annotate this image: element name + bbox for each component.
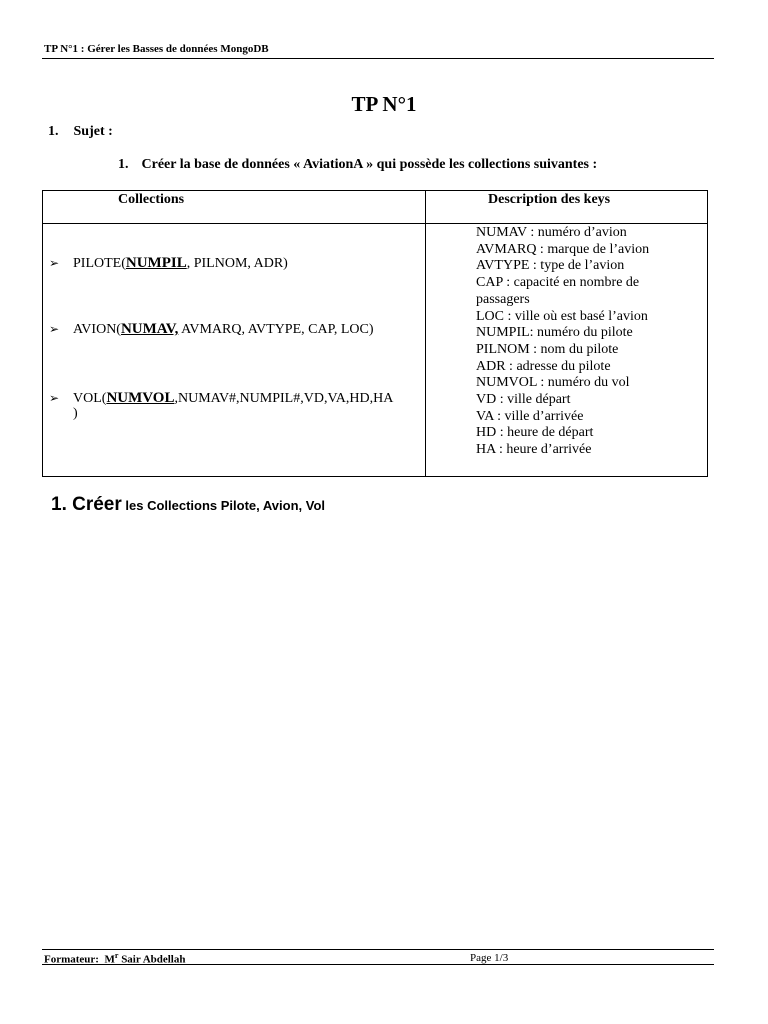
footer-author: Formateur: $M^r$ Sair Abdellah: [44, 951, 186, 966]
header-collections: Collections: [43, 191, 426, 224]
page-number: Page 1/3: [470, 952, 509, 964]
primary-key: NUMAV,: [120, 321, 179, 337]
collections-table: [42, 190, 708, 477]
key-description: NUMAV : numéro d’avion: [476, 225, 627, 240]
collection-vol: ➢ VOL(NUMVOL,NUMAV#,NUMPIL#,VD,VA,HD,HA: [49, 390, 394, 406]
page-title: TP N°1: [351, 92, 417, 116]
key-description: LOC : ville où est basé l’avion: [476, 308, 648, 324]
key-description: VA : ville d’arrivée: [476, 408, 584, 424]
arrow-bullet-icon: ➢: [49, 322, 60, 336]
collection-avion: ➢ AVION(NUMAV, AVMARQ, AVTYPE, CAP, LOC): [49, 321, 374, 337]
key-description: CAP : capacité en nombre de: [476, 275, 640, 291]
footer-rule-bottom: [42, 964, 714, 965]
task-create-database: [118, 157, 597, 173]
header-rule: [42, 58, 714, 59]
task-text: Créer la base de données « AviationA » qui possède les collections suivantes :: [141, 157, 598, 172]
key-description: ADR : adresse du pilote: [476, 358, 611, 374]
key-description: NUMVOL : numéro du vol: [476, 375, 630, 391]
footer-rule-top: [42, 949, 714, 950]
collection-pilote: ➢ PILOTE(NUMPIL, PILNOM, ADR): [49, 255, 288, 271]
task-number: 1.: [118, 157, 129, 172]
descriptions-cell: [426, 224, 708, 477]
key-description: VD : ville départ: [476, 392, 571, 408]
key-description: NUMPIL: numéro du pilote: [476, 325, 633, 341]
page-header: TP N°1 : Gérer les Basses de données MongoDB: [44, 43, 269, 55]
collection-vol-continuation: ): [73, 406, 78, 421]
key-description: AVTYPE : type de l’avion: [476, 258, 625, 274]
primary-key: NUMVOL: [106, 390, 175, 406]
primary-key: NUMPIL: [125, 255, 187, 271]
key-description: passagers: [476, 291, 530, 307]
header-description: Description des keys: [426, 191, 708, 224]
key-description: PILNOM : nom du pilote: [476, 341, 619, 357]
key-description: HD : heure de départ: [476, 425, 594, 441]
key-description: HA : heure d’arrivée: [476, 442, 592, 458]
key-description: AVMARQ : marque de l’avion: [476, 241, 650, 257]
arrow-bullet-icon: ➢: [49, 391, 60, 405]
section-label: Sujet :: [73, 124, 113, 139]
collections-cell: [43, 224, 426, 477]
arrow-bullet-icon: ➢: [49, 256, 60, 270]
section-number: 1.: [48, 124, 59, 139]
section-sujet: [48, 124, 113, 140]
key-description-list: [476, 225, 649, 459]
section-heading-create-collections: 1. Créer les Collections Pilote, Avion, Vol: [51, 494, 326, 515]
